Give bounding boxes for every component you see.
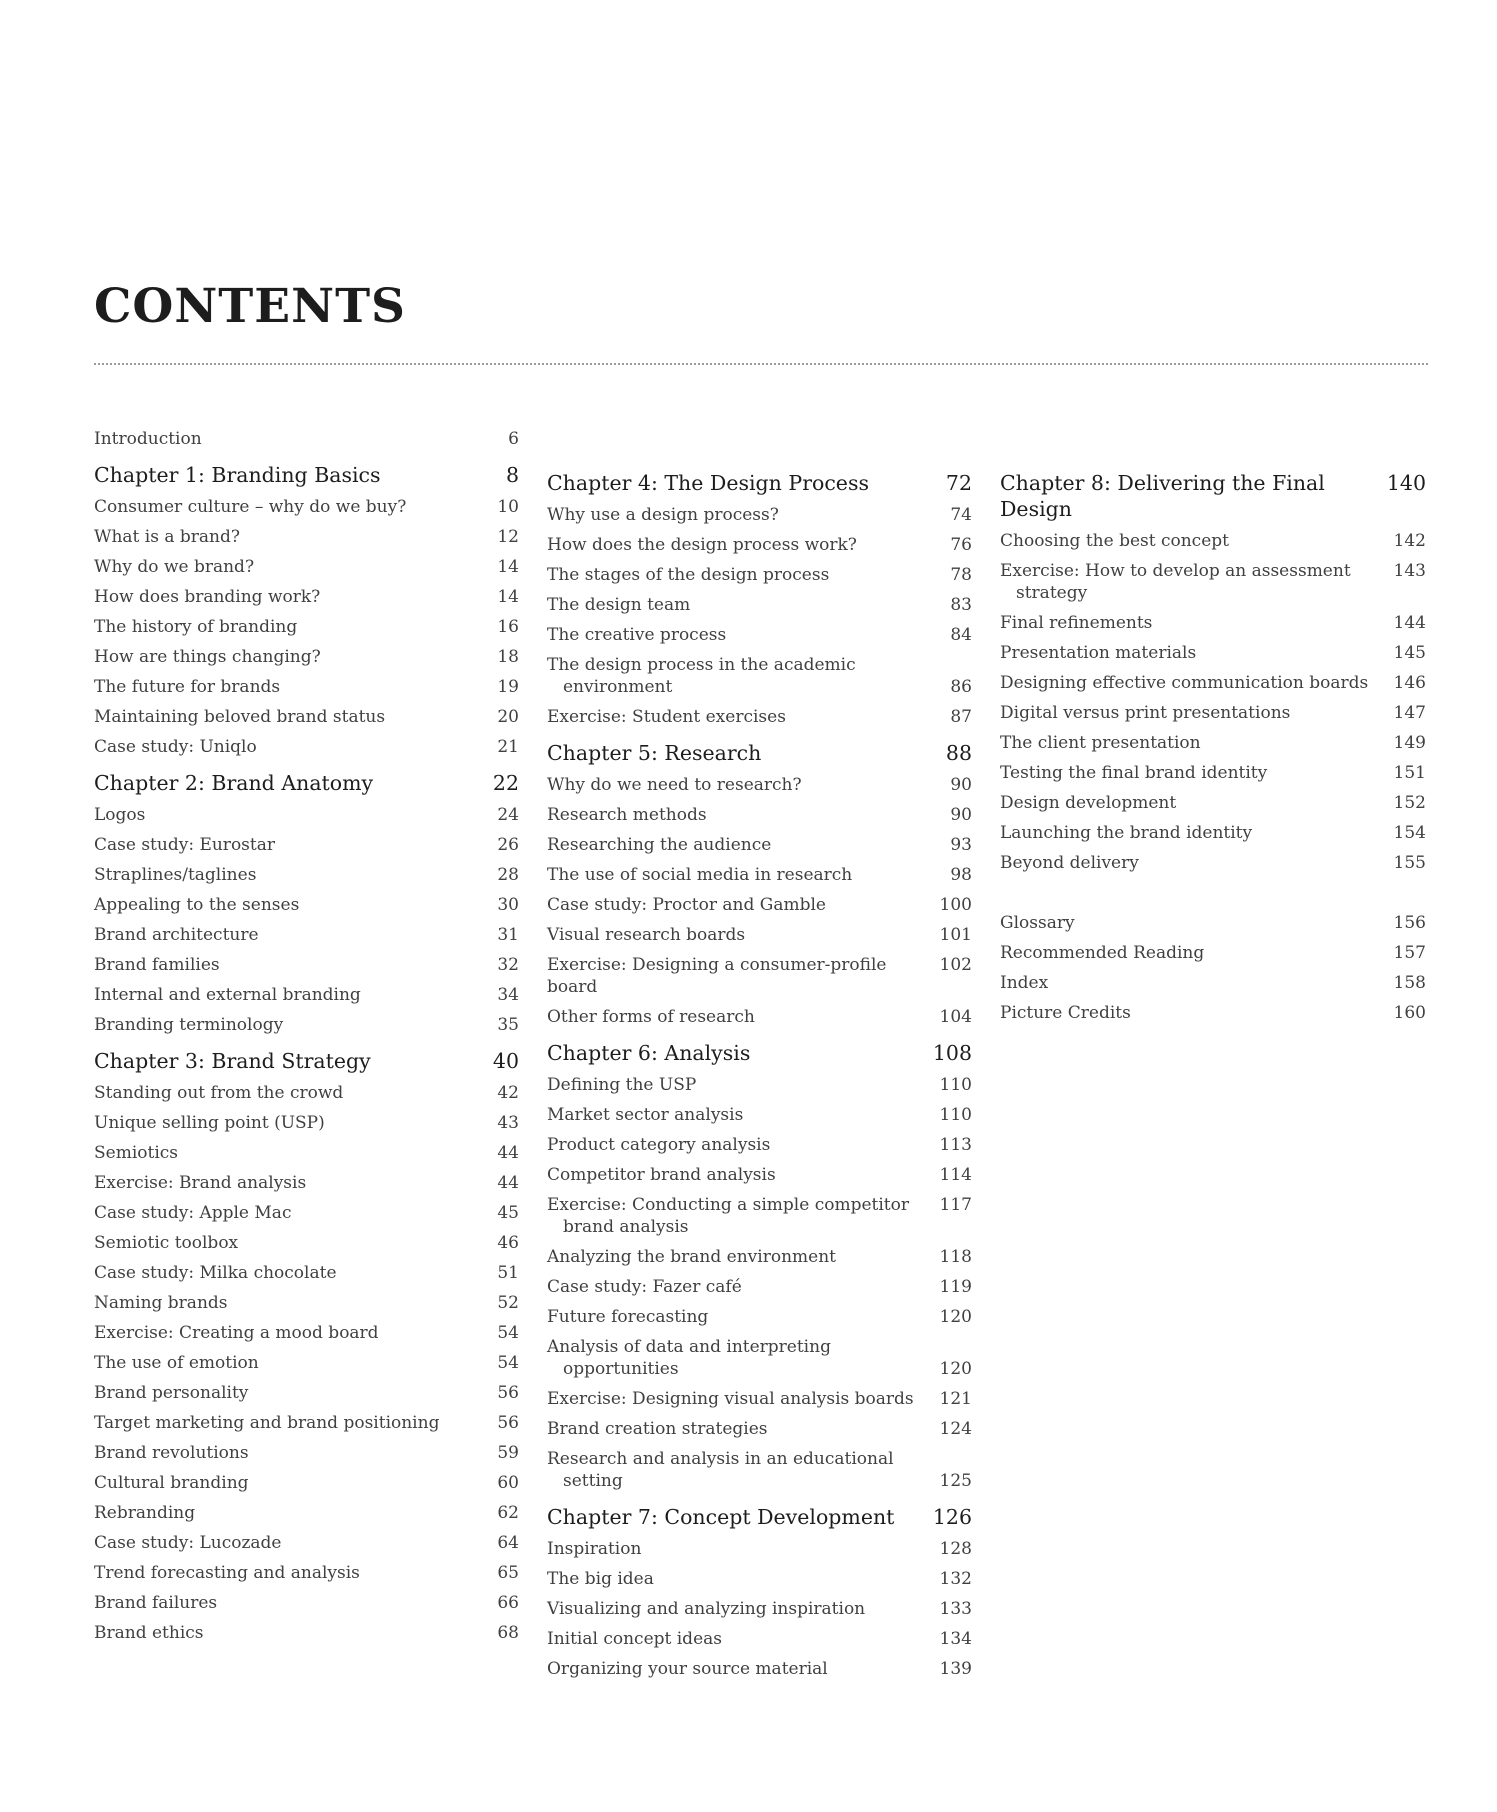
toc-entry[interactable] — [94, 1412, 519, 1434]
toc-entry[interactable] — [1000, 672, 1426, 694]
toc-entry[interactable] — [547, 1006, 972, 1028]
toc-entry[interactable] — [547, 564, 972, 586]
toc-entry[interactable] — [547, 1598, 972, 1620]
toc-entry-page: 35 — [497, 1015, 519, 1035]
chapter-section-8 — [1000, 470, 1426, 874]
toc-entry[interactable] — [547, 1104, 972, 1126]
toc-entry-label: Final refinements — [1000, 613, 1153, 633]
toc-entry-page: 110 — [939, 1105, 972, 1125]
spacer — [1000, 882, 1426, 912]
toc-entry[interactable] — [547, 534, 972, 556]
toc-entry-page: 76 — [950, 535, 972, 555]
toc-entry-page: 154 — [1393, 823, 1426, 843]
toc-entry[interactable] — [547, 1628, 972, 1650]
chapter-heading[interactable] — [94, 462, 519, 488]
chapter-section-6 — [547, 1040, 972, 1492]
toc-entry[interactable] — [94, 1082, 519, 1104]
chapter-page: 8 — [505, 463, 519, 487]
toc-entry-page: 34 — [497, 985, 519, 1005]
toc-entry-label: How does branding work? — [94, 587, 321, 607]
toc-entry[interactable] — [94, 1502, 519, 1524]
toc-entry[interactable] — [94, 1262, 519, 1284]
toc-entry-page: 54 — [497, 1323, 519, 1343]
toc-entry-page: 19 — [497, 677, 519, 697]
toc-entry-page: 98 — [950, 865, 972, 885]
toc-entry-label: Design development — [1000, 793, 1177, 813]
toc-entry[interactable] — [94, 954, 519, 976]
toc-entry-page: 151 — [1393, 763, 1426, 783]
toc-entry[interactable] — [94, 1112, 519, 1134]
toc-entry-label: Picture Credits — [1000, 1003, 1131, 1023]
toc-entry-page: 134 — [939, 1629, 972, 1649]
toc-entry-page: 119 — [939, 1277, 972, 1297]
toc-entry[interactable] — [547, 924, 972, 946]
toc-entry[interactable] — [547, 1164, 972, 1186]
toc-entry-page: 144 — [1393, 613, 1426, 633]
chapter-page: 108 — [932, 1041, 972, 1065]
toc-entry-label: Consumer culture – why do we buy? — [94, 497, 407, 517]
toc-entry-label: Visualizing and analyzing inspiration — [547, 1599, 866, 1619]
toc-entry[interactable] — [1000, 702, 1426, 724]
toc-entry[interactable] — [94, 556, 519, 578]
toc-entry[interactable] — [94, 1014, 519, 1036]
toc-entry-page: 44 — [497, 1173, 519, 1193]
toc-entry[interactable] — [547, 954, 972, 998]
toc-entry-page: 56 — [497, 1413, 519, 1433]
toc-entry[interactable] — [94, 834, 519, 856]
toc-entry[interactable] — [547, 1336, 972, 1380]
toc-entry-page: 26 — [497, 835, 519, 855]
toc-entry-page: 45 — [497, 1203, 519, 1223]
toc-entry-label: Competitor brand analysis — [547, 1165, 776, 1185]
toc-entry-page: 20 — [497, 707, 519, 727]
chapter-section-2 — [94, 770, 519, 1036]
toc-entry-label: Glossary — [1000, 913, 1075, 933]
toc-entry[interactable] — [94, 864, 519, 886]
chapter-title: Chapter 4: The Design Process — [547, 471, 869, 495]
toc-entry-page: 87 — [950, 707, 972, 727]
toc-entry-label: Market sector analysis — [547, 1105, 744, 1125]
toc-entry-page: 52 — [497, 1293, 519, 1313]
toc-entry[interactable] — [547, 1074, 972, 1096]
toc-entry[interactable] — [94, 1352, 519, 1374]
toc-entry[interactable] — [94, 1172, 519, 1194]
toc-entry-page: 93 — [950, 835, 972, 855]
toc-entry[interactable] — [94, 1592, 519, 1614]
toc-entry-label: Exercise: Student exercises — [547, 707, 786, 727]
toc-entry-page: 51 — [497, 1263, 519, 1283]
toc-entry-page: 143 — [1393, 561, 1426, 581]
toc-entry[interactable] — [547, 804, 972, 826]
toc-entry-page: 83 — [950, 595, 972, 615]
toc-entry[interactable] — [94, 1442, 519, 1464]
toc-entry[interactable] — [94, 676, 519, 698]
toc-entry-page: 120 — [939, 1359, 972, 1379]
toc-entry-page: 21 — [497, 737, 519, 757]
chapter-title: Chapter 8: Delivering the Final Design — [1000, 471, 1325, 521]
toc-entry-label: Rebranding — [94, 1503, 196, 1523]
chapter-page: 22 — [492, 771, 519, 795]
toc-entry-page: 64 — [497, 1533, 519, 1553]
toc-entry-label: Choosing the best concept — [1000, 531, 1229, 551]
chapter-section-7 — [547, 1504, 972, 1680]
chapter-heading[interactable] — [94, 770, 519, 796]
toc-entry-page: 28 — [497, 865, 519, 885]
toc-entry-label: The stages of the design process — [547, 565, 830, 585]
toc-entry-label: Other forms of research — [547, 1007, 755, 1027]
toc-entry-label: Organizing your source material — [547, 1659, 828, 1679]
toc-entry-label: Index — [1000, 973, 1049, 993]
chapter-page: 140 — [1386, 471, 1426, 495]
toc-entry-label: Research and analysis in an educational setting — [547, 1449, 894, 1491]
toc-entry[interactable] — [94, 804, 519, 826]
toc-entry-page: 113 — [939, 1135, 972, 1155]
toc-entry-label: Naming brands — [94, 1293, 228, 1313]
toc-entry-label: The future for brands — [94, 677, 281, 697]
toc-entry-page: 128 — [939, 1539, 972, 1559]
toc-entry[interactable] — [547, 864, 972, 886]
toc-column-3 — [1000, 428, 1426, 1032]
toc-entry[interactable] — [94, 1562, 519, 1584]
toc-entry-label: The design process in the academic environment — [547, 655, 856, 697]
toc-entry[interactable] — [94, 1532, 519, 1554]
toc-entry-label: Case study: Lucozade — [94, 1533, 282, 1553]
toc-entry-label: Analyzing the brand environment — [547, 1247, 836, 1267]
toc-entry-label: Beyond delivery — [1000, 853, 1139, 873]
toc-entry[interactable] — [94, 924, 519, 946]
toc-entry-page: 14 — [497, 587, 519, 607]
toc-entry[interactable] — [1000, 642, 1426, 664]
toc-entry-page: 101 — [939, 925, 972, 945]
toc-entry-page: 78 — [950, 565, 972, 585]
toc-entry-label: What is a brand? — [94, 527, 240, 547]
toc-entry-label: Logos — [94, 805, 146, 825]
toc-entry-label: Exercise: Brand analysis — [94, 1173, 307, 1193]
toc-entry-label: Brand ethics — [94, 1623, 204, 1643]
toc-entry-page: 90 — [950, 775, 972, 795]
toc-entry-label: Maintaining beloved brand status — [94, 707, 386, 727]
chapter-title: Chapter 1: Branding Basics — [94, 463, 381, 487]
toc-entry-page: 100 — [939, 895, 972, 915]
toc-entry-label: Product category analysis — [547, 1135, 771, 1155]
toc-entry-label: Trend forecasting and analysis — [94, 1563, 360, 1583]
back-matter-entry[interactable] — [1000, 942, 1426, 964]
toc-entry-page: 56 — [497, 1383, 519, 1403]
toc-entry-label: Target marketing and brand positioning — [94, 1413, 440, 1433]
toc-entry-label: Brand personality — [94, 1383, 249, 1403]
toc-entry[interactable] — [547, 1448, 972, 1492]
toc-entry[interactable] — [547, 624, 972, 646]
toc-entry-label: Exercise: Designing visual analysis boards — [547, 1389, 914, 1409]
chapter-section-5 — [547, 740, 972, 1028]
toc-entry-page: 120 — [939, 1307, 972, 1327]
toc-entry-label: Designing effective communication boards — [1000, 673, 1369, 693]
toc-entry-page: 142 — [1393, 531, 1426, 551]
toc-entry[interactable] — [94, 1382, 519, 1404]
toc-entry-label: The use of emotion — [94, 1353, 259, 1373]
toc-entry-label: Why do we brand? — [94, 557, 255, 577]
dotted-divider — [94, 363, 1428, 365]
toc-entry[interactable] — [547, 1568, 972, 1590]
toc-entry[interactable] — [547, 1246, 972, 1268]
toc-entry-page: 133 — [939, 1599, 972, 1619]
toc-entry-label: Case study: Fazer café — [547, 1277, 742, 1297]
toc-entry-label: Exercise: Designing a consumer-profile board — [547, 955, 887, 997]
toc-entry-page: 30 — [497, 895, 519, 915]
toc-entry-label: The client presentation — [1000, 733, 1201, 753]
toc-entry[interactable] — [94, 1322, 519, 1344]
toc-entry[interactable] — [547, 706, 972, 728]
toc-entry[interactable] — [94, 736, 519, 758]
toc-entry-page: 6 — [508, 429, 519, 449]
chapter-section-4 — [547, 470, 972, 728]
toc-entry-label: Semiotics — [94, 1143, 179, 1163]
toc-entry-label: Branding terminology — [94, 1015, 284, 1035]
toc-entry-page: 147 — [1393, 703, 1426, 723]
toc-entry-page: 155 — [1393, 853, 1426, 873]
toc-column-2 — [547, 428, 972, 1688]
toc-entry[interactable] — [94, 646, 519, 668]
toc-entry[interactable] — [1000, 852, 1426, 874]
toc-entry-label: Case study: Uniqlo — [94, 737, 257, 757]
toc-entry-label: Introduction — [94, 429, 202, 449]
toc-entry-page: 160 — [1393, 1003, 1426, 1023]
toc-entry-page: 24 — [497, 805, 519, 825]
toc-entry-label: Researching the audience — [547, 835, 772, 855]
chapter-heading[interactable] — [547, 1040, 972, 1066]
toc-entry-page: 16 — [497, 617, 519, 637]
toc-entry[interactable] — [1000, 762, 1426, 784]
toc-entry-label: The use of social media in research — [547, 865, 853, 885]
toc-entry[interactable] — [1000, 530, 1426, 552]
toc-entry-page: 104 — [939, 1007, 972, 1027]
toc-entry-label: The history of branding — [94, 617, 298, 637]
toc-entry-page: 145 — [1393, 643, 1426, 663]
toc-entry[interactable] — [1000, 792, 1426, 814]
toc-entry-label: Semiotic toolbox — [94, 1233, 239, 1253]
toc-entry-page: 62 — [497, 1503, 519, 1523]
chapter-heading[interactable] — [94, 1048, 519, 1074]
toc-entry-label: How does the design process work? — [547, 535, 857, 555]
toc-entry[interactable] — [547, 1306, 972, 1328]
toc-entry[interactable] — [547, 1276, 972, 1298]
toc-entry-page: 54 — [497, 1353, 519, 1373]
toc-entry-page: 121 — [939, 1389, 972, 1409]
toc-entry-page: 74 — [950, 505, 972, 525]
toc-entry[interactable] — [547, 1134, 972, 1156]
chapter-heading[interactable] — [547, 1504, 972, 1530]
toc-entry[interactable] — [94, 526, 519, 548]
toc-entry-page: 32 — [497, 955, 519, 975]
chapter-section-1 — [94, 462, 519, 758]
toc-entry-page: 149 — [1393, 733, 1426, 753]
toc-entry-label: Cultural branding — [94, 1473, 249, 1493]
toc-entry-label: Brand architecture — [94, 925, 259, 945]
toc-entry-page: 158 — [1393, 973, 1426, 993]
toc-entry-label: Case study: Eurostar — [94, 835, 275, 855]
toc-entry[interactable] — [94, 1232, 519, 1254]
toc-entry-page: 86 — [950, 677, 972, 697]
toc-entry-page: 102 — [939, 955, 972, 975]
toc-entry-label: Inspiration — [547, 1539, 642, 1559]
toc-entry-page: 139 — [939, 1659, 972, 1679]
toc-entry-page: 43 — [497, 1113, 519, 1133]
toc-entry-page: 68 — [497, 1623, 519, 1643]
toc-entry-page: 146 — [1393, 673, 1426, 693]
toc-entry-label: The design team — [547, 595, 691, 615]
toc-entry-label: Digital versus print presentations — [1000, 703, 1291, 723]
toc-entry-label: Brand failures — [94, 1593, 218, 1613]
toc-entry[interactable] — [547, 504, 972, 526]
toc-column-1 — [94, 428, 519, 1652]
toc-entry[interactable] — [547, 774, 972, 796]
toc-entry-page: 156 — [1393, 913, 1426, 933]
toc-entry-page: 110 — [939, 1075, 972, 1095]
toc-entry-label: Defining the USP — [547, 1075, 697, 1095]
toc-entry-page: 124 — [939, 1419, 972, 1439]
chapter-page: 126 — [932, 1505, 972, 1529]
toc-entry-page: 42 — [497, 1083, 519, 1103]
toc-entry-label: The big idea — [547, 1569, 654, 1589]
toc-entry-label: Exercise: Creating a mood board — [94, 1323, 379, 1343]
chapter-section-3 — [94, 1048, 519, 1644]
back-matter-entry[interactable] — [1000, 972, 1426, 994]
chapter-title: Chapter 7: Concept Development — [547, 1505, 895, 1529]
toc-entry-page: 132 — [939, 1569, 972, 1589]
toc-entry[interactable] — [547, 1538, 972, 1560]
toc-entry[interactable] — [1000, 732, 1426, 754]
toc-entry-label: Standing out from the crowd — [94, 1083, 344, 1103]
toc-entry[interactable] — [547, 894, 972, 916]
toc-entry-label: Brand creation strategies — [547, 1419, 768, 1439]
toc-entry-page: 46 — [497, 1233, 519, 1253]
back-matter-entry[interactable] — [1000, 912, 1426, 934]
toc-entry[interactable] — [94, 496, 519, 518]
toc-entry-label: Testing the final brand identity — [1000, 763, 1268, 783]
toc-entry-page: 18 — [497, 647, 519, 667]
chapter-page: 40 — [492, 1049, 519, 1073]
toc-entry-page: 31 — [497, 925, 519, 945]
toc-entry[interactable] — [94, 1472, 519, 1494]
toc-entry-label: Initial concept ideas — [547, 1629, 722, 1649]
toc-entry[interactable] — [547, 1418, 972, 1440]
toc-entry-label: Future forecasting — [547, 1307, 709, 1327]
toc-entry-label: Why do we need to research? — [547, 775, 802, 795]
toc-entry-page: 90 — [950, 805, 972, 825]
toc-entry-page: 118 — [939, 1247, 972, 1267]
toc-entry[interactable] — [547, 834, 972, 856]
toc-entry-page: 60 — [497, 1473, 519, 1493]
toc-entry[interactable] — [94, 894, 519, 916]
toc-entry-label: Straplines/taglines — [94, 865, 257, 885]
toc-entry-label: Analysis of data and interpreting opportunities — [547, 1337, 831, 1379]
toc-entry-label: Recommended Reading — [1000, 943, 1205, 963]
back-matter-entry[interactable] — [1000, 1002, 1426, 1024]
toc-entry-page: 10 — [497, 497, 519, 517]
toc-entry[interactable] — [94, 616, 519, 638]
toc-entry-label: Appealing to the senses — [94, 895, 300, 915]
toc-entry-label: Unique selling point (USP) — [94, 1113, 325, 1133]
toc-entry-page: 44 — [497, 1143, 519, 1163]
toc-entry-label: Launching the brand identity — [1000, 823, 1253, 843]
chapter-title: Chapter 6: Analysis — [547, 1041, 751, 1065]
chapter-page: 72 — [945, 471, 972, 495]
toc-entry-page: 84 — [950, 625, 972, 645]
toc-entry-label: The creative process — [547, 625, 727, 645]
toc-entry-page: 14 — [497, 557, 519, 577]
toc-entry[interactable] — [547, 654, 972, 698]
toc-entry[interactable] — [547, 1658, 972, 1680]
toc-entry-page: 114 — [939, 1165, 972, 1185]
toc-entry[interactable] — [94, 1142, 519, 1164]
toc-entry[interactable] — [1000, 822, 1426, 844]
toc-entry[interactable] — [94, 1292, 519, 1314]
toc-entry[interactable] — [94, 1622, 519, 1644]
toc-entry[interactable] — [94, 1202, 519, 1224]
chapter-heading[interactable] — [547, 740, 972, 766]
chapter-page: 88 — [945, 741, 972, 765]
toc-entry[interactable] — [94, 984, 519, 1006]
toc-entry-label: Case study: Apple Mac — [94, 1203, 292, 1223]
toc-entry-page: 157 — [1393, 943, 1426, 963]
chapter-heading[interactable] — [1000, 470, 1426, 522]
toc-entry-label: Exercise: How to develop an assessment strategy — [1000, 561, 1351, 603]
toc-entry[interactable] — [94, 586, 519, 608]
toc-entry[interactable] — [94, 706, 519, 728]
toc-entry-label: Brand families — [94, 955, 220, 975]
toc-entry-page: 66 — [497, 1593, 519, 1613]
back-matter-list — [1000, 912, 1426, 1024]
toc-entry-label: How are things changing? — [94, 647, 321, 667]
toc-entry-label: Presentation materials — [1000, 643, 1197, 663]
toc-entry-label: Case study: Milka chocolate — [94, 1263, 337, 1283]
toc-entry-label: Research methods — [547, 805, 707, 825]
toc-entry-page: 125 — [939, 1471, 972, 1491]
toc-entry[interactable] — [1000, 560, 1426, 604]
chapter-title: Chapter 3: Brand Strategy — [94, 1049, 371, 1073]
toc-entry-page: 152 — [1393, 793, 1426, 813]
toc-entry-label: Internal and external branding — [94, 985, 361, 1005]
toc-entry-introduction[interactable] — [94, 428, 519, 450]
chapter-title: Chapter 2: Brand Anatomy — [94, 771, 374, 795]
toc-entry-page: 12 — [497, 527, 519, 547]
toc-entry-page: 59 — [497, 1443, 519, 1463]
chapter-heading[interactable] — [547, 470, 972, 496]
toc-entry[interactable] — [547, 1388, 972, 1410]
toc-entry-page: 65 — [497, 1563, 519, 1583]
chapter-title: Chapter 5: Research — [547, 741, 762, 765]
toc-entry[interactable] — [547, 1194, 972, 1238]
toc-entry-label: Visual research boards — [547, 925, 746, 945]
page-title: CONTENTS — [94, 279, 406, 334]
toc-entry-label: Why use a design process? — [547, 505, 779, 525]
toc-entry-label: Exercise: Conducting a simple competitor brand analysis — [547, 1195, 909, 1237]
toc-entry-page: 117 — [939, 1195, 972, 1215]
toc-entry-label: Brand revolutions — [94, 1443, 249, 1463]
toc-entry[interactable] — [1000, 612, 1426, 634]
toc-entry-label: Case study: Proctor and Gamble — [547, 895, 826, 915]
toc-entry[interactable] — [547, 594, 972, 616]
